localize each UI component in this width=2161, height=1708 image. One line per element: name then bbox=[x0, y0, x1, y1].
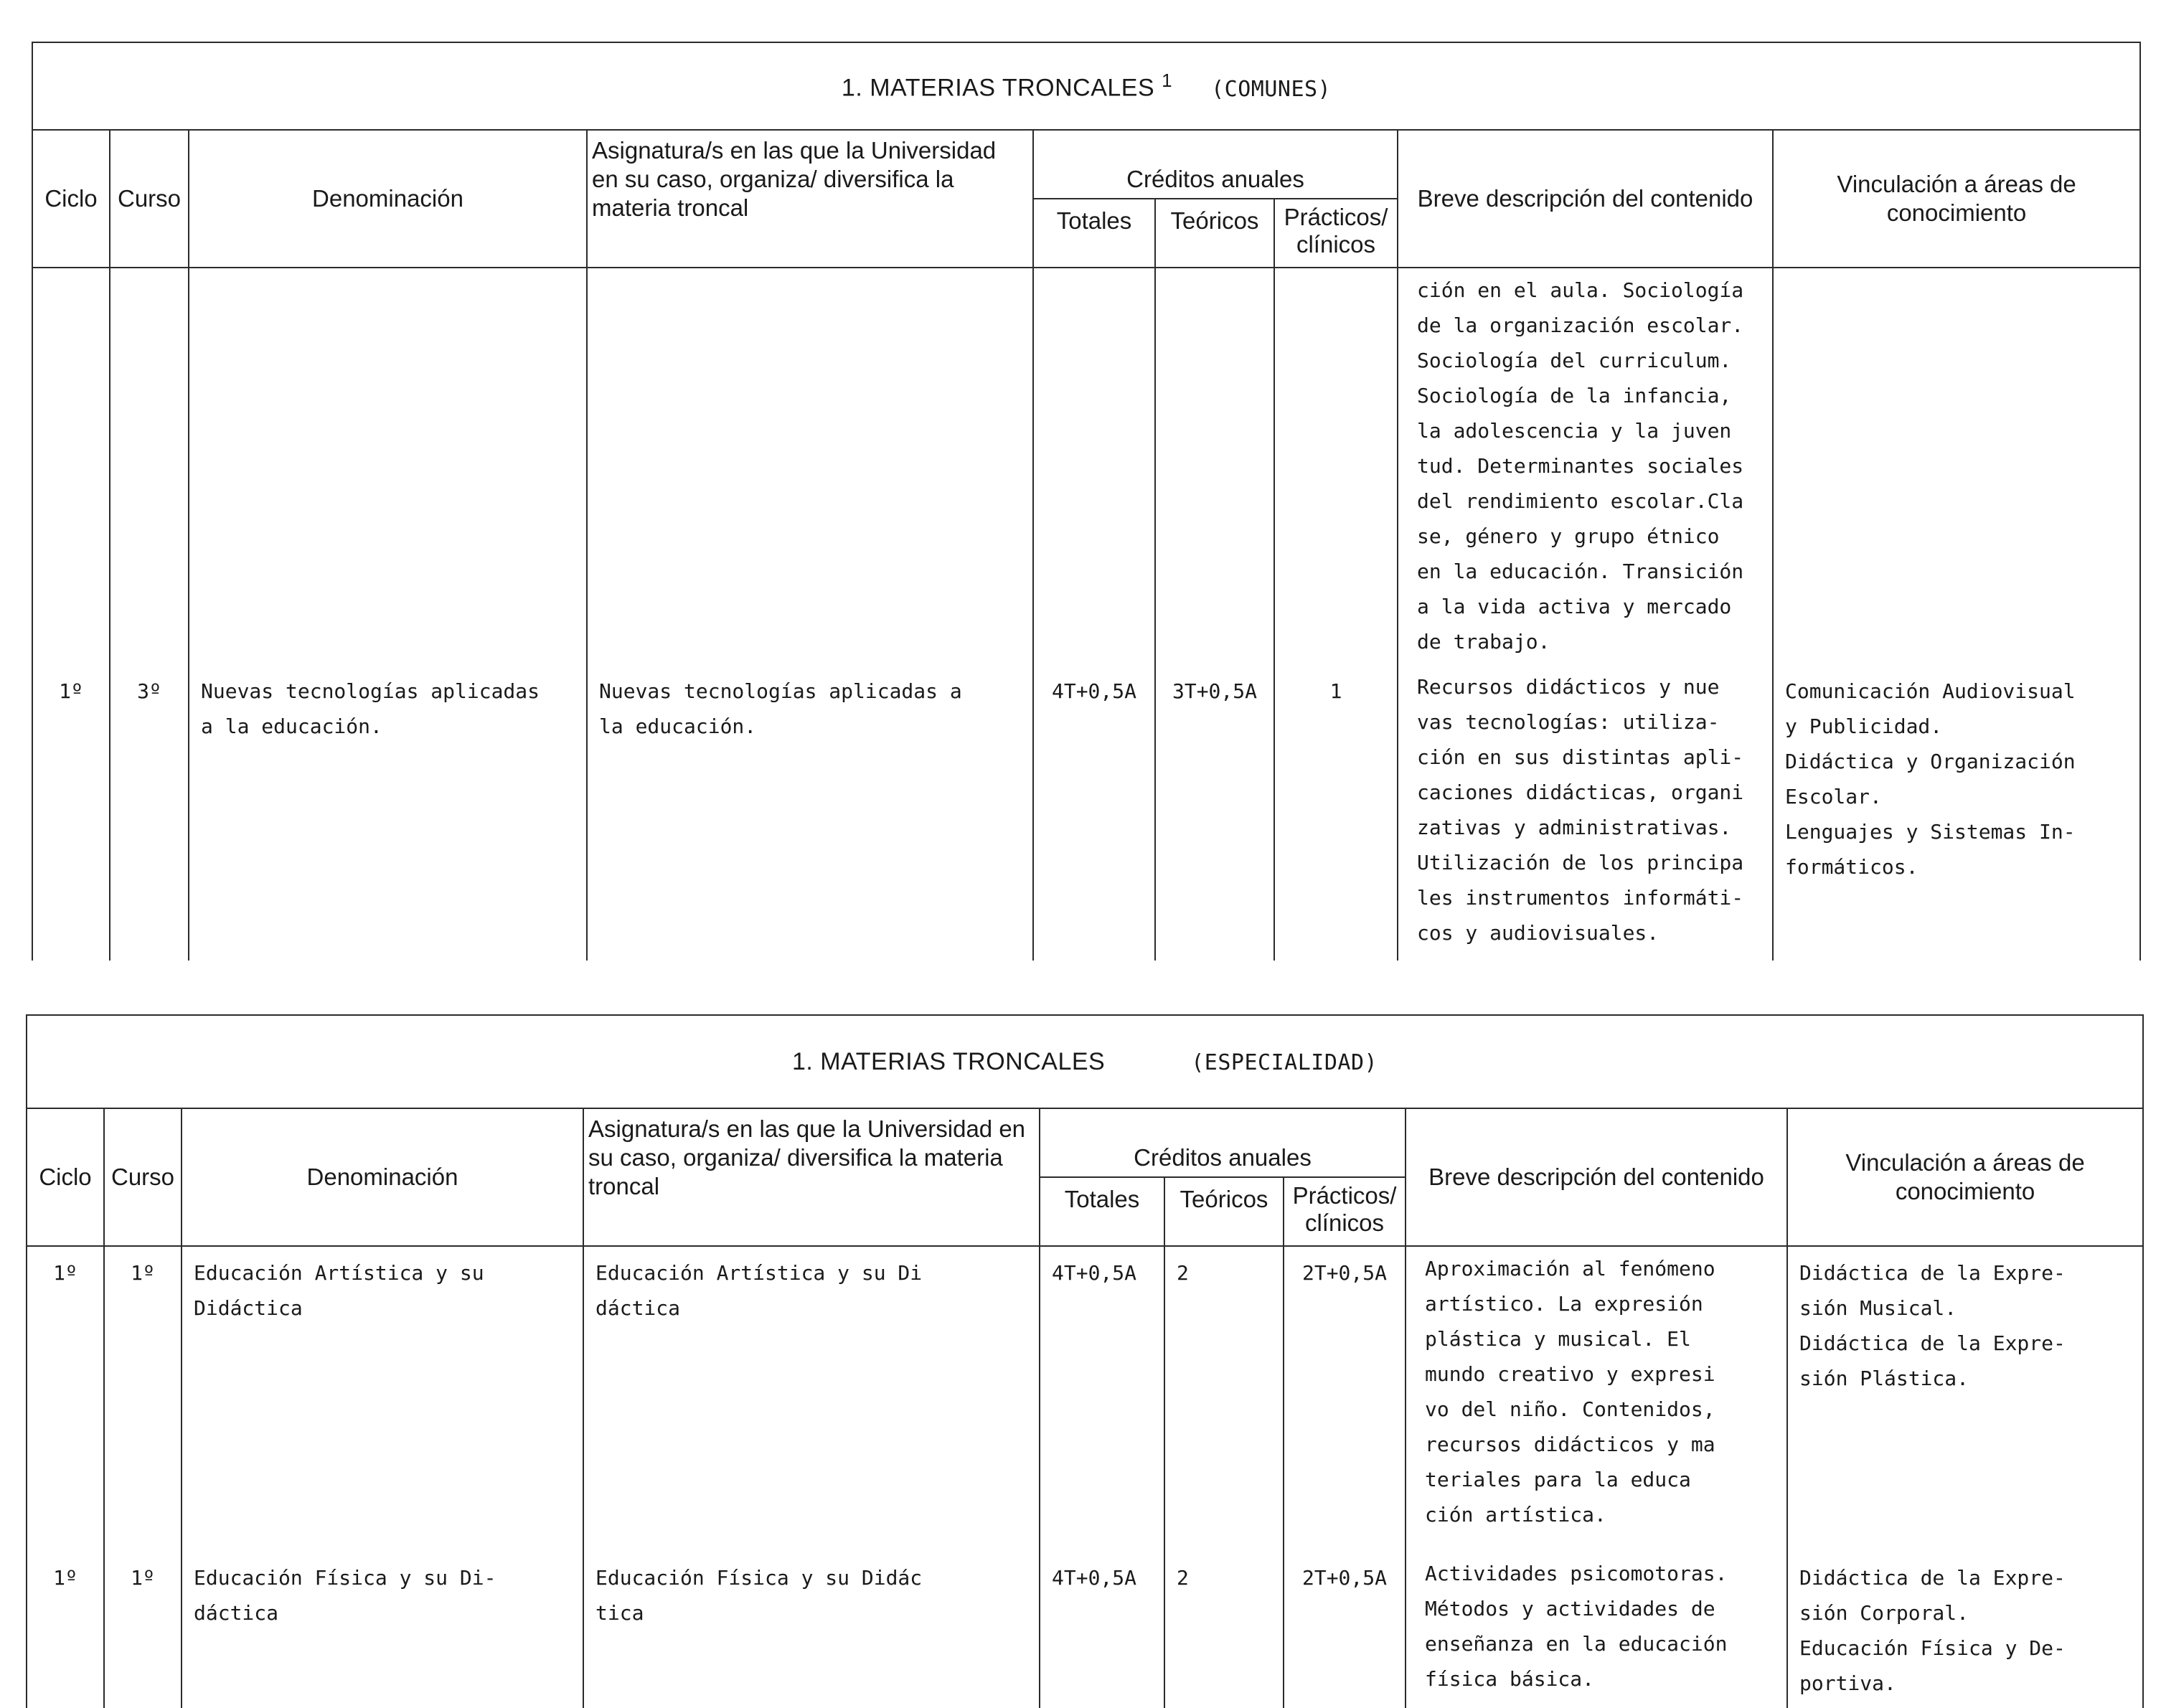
row-practicos bbox=[1274, 268, 1398, 665]
row-curso: 3º bbox=[110, 665, 189, 961]
row-vinculacion bbox=[1773, 268, 2140, 665]
row-ciclo bbox=[32, 268, 110, 665]
row-ciclo: 1º bbox=[27, 1246, 104, 1552]
row-denominacion bbox=[189, 268, 587, 665]
row-teoricos bbox=[1155, 268, 1274, 665]
header-asignaturas: Asignatura/s en las que la Universidad en su caso, organiza/ diversifica la materia troncal bbox=[587, 130, 1033, 268]
row-descripcion: ción en el aula. Sociología de la organización escolar. Sociología del curriculum. Sociología de la infancia, la adolescencia y la juven tud. Determinantes sociales del rendimiento escolar.Cla se, género y grupo étnico en la educación. Transición a la vida activa y mercado de trabajo. bbox=[1398, 268, 1773, 665]
header-practicos: Prácticos/ clínicos bbox=[1284, 1177, 1406, 1246]
header-denominacion: Denominación bbox=[182, 1108, 583, 1246]
header-ciclo: Ciclo bbox=[32, 130, 110, 268]
row-practicos: 1 bbox=[1274, 665, 1398, 961]
row-curso: 1º bbox=[104, 1552, 182, 1708]
header-teoricos: Teóricos bbox=[1164, 1177, 1284, 1246]
section-subtitle: (COMUNES) bbox=[1211, 76, 1332, 102]
row-vinculacion: Didáctica de la Expre- sión Corporal. Educación Física y De- portiva. bbox=[1787, 1552, 2143, 1708]
troncales-comunes-table bbox=[32, 42, 2141, 961]
header-curso: Curso bbox=[110, 130, 189, 268]
row-practicos: 2T+0,5A bbox=[1284, 1552, 1406, 1708]
row-descripcion: Actividades psicomotoras. Métodos y actividades de enseñanza en la educación física básica. bbox=[1406, 1552, 1787, 1708]
header-descripcion: Breve descripción del contenido bbox=[1406, 1108, 1787, 1246]
row-descripcion: Aproximación al fenómeno artístico. La expresión plástica y musical. El mundo creativo y expresi vo del niño. Contenidos, recursos didácticos y ma teriales para la educa ción artística. bbox=[1406, 1246, 1787, 1552]
row-totales: 4T+0,5A bbox=[1033, 665, 1155, 961]
header-vinculacion: Vinculación a áreas de conocimiento bbox=[1773, 130, 2140, 268]
row-curso: 1º bbox=[104, 1246, 182, 1552]
row-denominacion: Educación Física y su Di- dáctica bbox=[182, 1552, 583, 1708]
row-asignatura: Educación Artística y su Di dáctica bbox=[583, 1246, 1040, 1552]
header-creditos: Créditos anuales bbox=[1040, 1108, 1406, 1177]
header-descripcion: Breve descripción del contenido bbox=[1398, 130, 1773, 268]
row-denominacion: Nuevas tecnologías aplicadas a la educación. bbox=[189, 665, 587, 961]
row-totales: 4T+0,5A bbox=[1040, 1552, 1164, 1708]
row-teoricos: 3T+0,5A bbox=[1155, 665, 1274, 961]
row-ciclo: 1º bbox=[27, 1552, 104, 1708]
header-asignaturas: Asignatura/s en las que la Universidad en su caso, organiza/ diversifica la materia troncal bbox=[583, 1108, 1040, 1246]
header-denominacion: Denominación bbox=[189, 130, 587, 268]
row-asignatura: Educación Física y su Didác tica bbox=[583, 1552, 1040, 1708]
row-descripcion: Recursos didácticos y nue vas tecnologías: utiliza- ción en sus distintas apli- caciones didácticas, organi zativas y administrativas. Utilización de los principa les instrumentos informáti- cos y audiovisuales. bbox=[1398, 665, 1773, 961]
row-vinculacion: Comunicación Audiovisual y Publicidad. Didáctica y Organización Escolar. Lenguajes y Sistemas In- formáticos. bbox=[1773, 665, 2140, 961]
row-denominacion: Educación Artística y su Didáctica bbox=[182, 1246, 583, 1552]
row-curso bbox=[110, 268, 189, 665]
section-title-text: 1. MATERIAS TRONCALES bbox=[791, 1047, 1106, 1075]
header-practicos: Prácticos/ clínicos bbox=[1274, 199, 1398, 268]
header-curso: Curso bbox=[104, 1108, 182, 1246]
header-ciclo: Ciclo bbox=[27, 1108, 104, 1246]
footnote-mark: 1 bbox=[1162, 70, 1173, 92]
row-teoricos: 2 bbox=[1164, 1246, 1284, 1552]
row-practicos: 2T+0,5A bbox=[1284, 1246, 1406, 1552]
header-vinculacion: Vinculación a áreas de conocimiento bbox=[1787, 1108, 2143, 1246]
section-title bbox=[27, 1015, 2143, 1108]
header-teoricos: Teóricos bbox=[1155, 199, 1274, 268]
troncales-especialidad-table bbox=[26, 1014, 2144, 1708]
row-asignatura bbox=[587, 268, 1033, 665]
row-vinculacion: Didáctica de la Expre- sión Musical. Didáctica de la Expre- sión Plástica. bbox=[1787, 1246, 2143, 1552]
section-title bbox=[32, 42, 2140, 130]
row-ciclo: 1º bbox=[32, 665, 110, 961]
row-totales: 4T+0,5A bbox=[1040, 1246, 1164, 1552]
row-teoricos: 2 bbox=[1164, 1552, 1284, 1708]
header-creditos: Créditos anuales bbox=[1033, 130, 1398, 199]
header-totales: Totales bbox=[1040, 1177, 1164, 1246]
section-title-text: 1. MATERIAS TRONCALES bbox=[841, 74, 1155, 102]
row-asignatura: Nuevas tecnologías aplicadas a la educación. bbox=[587, 665, 1033, 961]
header-totales: Totales bbox=[1033, 199, 1155, 268]
section-subtitle: (ESPECIALIDAD) bbox=[1191, 1049, 1378, 1075]
row-totales bbox=[1033, 268, 1155, 665]
